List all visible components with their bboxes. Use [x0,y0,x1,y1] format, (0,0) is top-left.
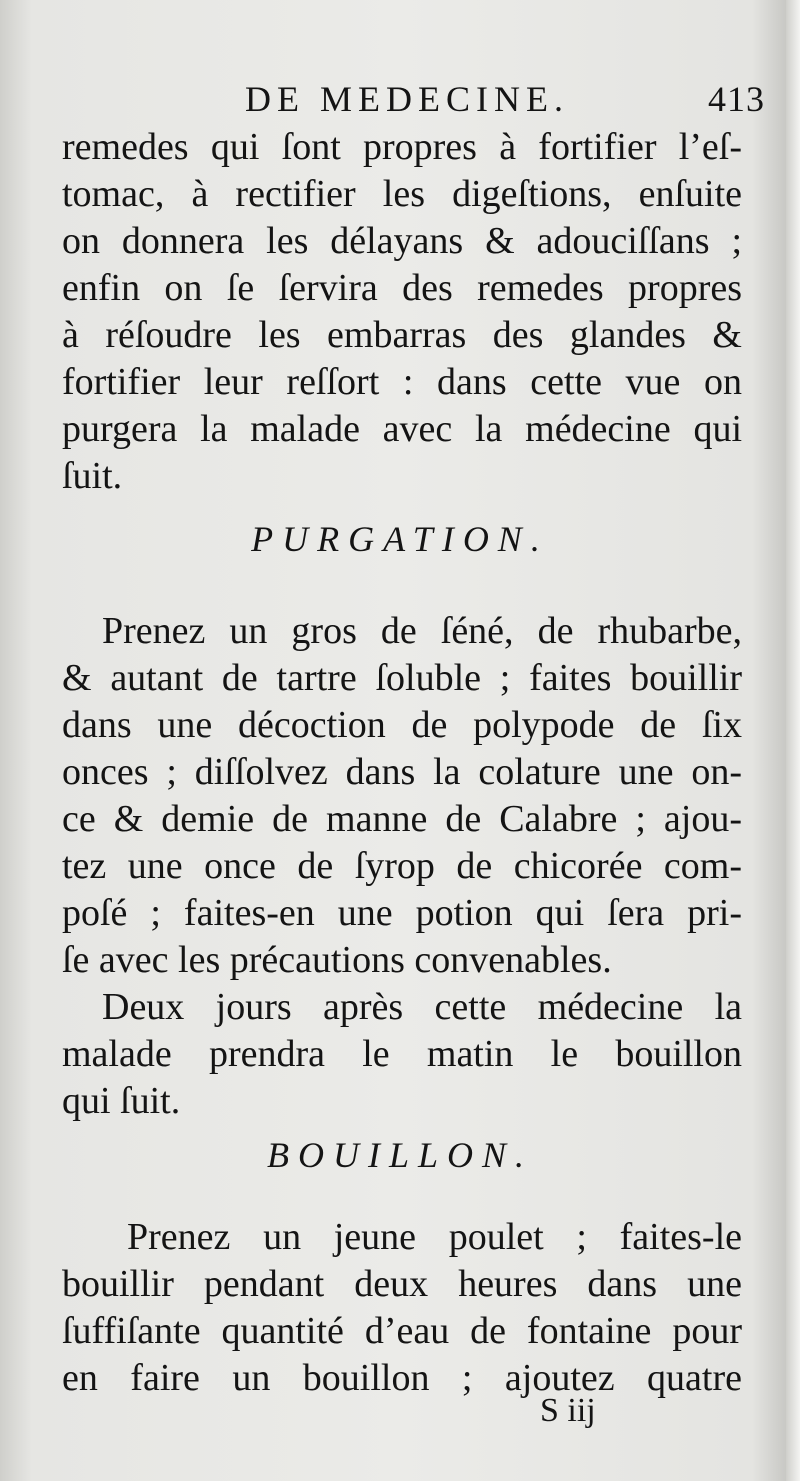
text-line: dans une décoction de polypode de ſix [62,704,742,746]
paragraph-intro [62,124,742,500]
text-line: remedes qui ſont propres à fortifier l’eſ- [62,126,742,168]
text-line: en faire un bouillon ; ajoutez quatre [62,1357,742,1399]
text-line: ſe avec les précautions convenables. [62,939,612,981]
signature-mark: S iij [540,1392,596,1429]
running-head [245,78,765,120]
page-edge-shadow [786,0,800,1481]
text-line: & autant de tartre ſoluble ; faites bouillir [62,657,742,699]
paragraph-bouillon [62,1214,742,1402]
text-line: ſuit. [62,455,123,497]
text-line: Prenez un jeune poulet ; faites-le [127,1216,742,1258]
text-line: bouillir pendant deux heures dans une [62,1263,742,1305]
text-line: Prenez un gros de ſéné, de rhubarbe, [102,610,742,652]
text-line: à réſoudre les embarras des glandes & [62,314,742,356]
text-line: tomac, à rectifier les digeſtions, enſuite [62,173,742,215]
paragraph-purgation [62,608,742,1125]
text-line: Deux jours après cette médecine la [102,986,742,1028]
page-number: 413 [708,79,765,119]
text-line: enfin on ſe ſervira des remedes propres [62,267,742,309]
text-line: qui ſuit. [62,1080,181,1122]
heading-purgation: PURGATION. [251,519,549,559]
text-line: poſé ; faites-en une potion qui ſera pri- [62,892,742,934]
running-head-title: DE MEDECINE. [245,79,569,119]
text-line: malade prendra le matin le bouillon [62,1033,742,1075]
text-line: on donnera les délayans & adouciſſans ; [62,220,742,262]
text-line: ſuffiſante quantité d’eau de fontaine pour [62,1310,742,1352]
text-line: onces ; diſſolvez dans la colature une on- [62,751,742,793]
text-line: tez une once de ſyrop de chicorée com- [62,845,742,887]
heading-bouillon: BOUILLON. [266,1135,534,1175]
text-line: fortifier leur reſſort : dans cette vue on [62,361,742,403]
text-line: ce & demie de manne de Calabre ; ajou- [62,798,742,840]
text-line: purgera la malade avec la médecine qui [62,408,742,450]
